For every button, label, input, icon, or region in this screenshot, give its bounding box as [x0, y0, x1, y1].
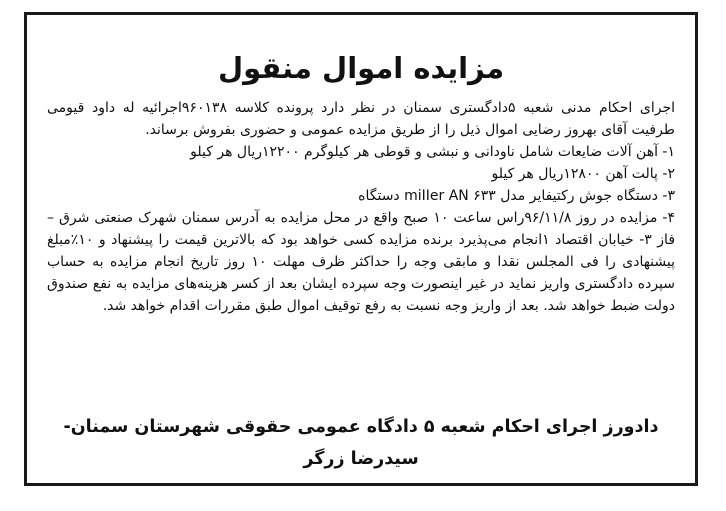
- item-4: ۴- مزایده در روز ۹۶/۱۱/۸راس ساعت ۱۰ صبح واقع در محل مزایده به آدرس سمنان شهرک صنعتی شرق – فاز ۳- خیابان اقتصاد ۱انجام می‌پذیرد برنده مزایده کسی خواهد بود که بالاترین قیمت را پیشنهاد و ۱۰٪مبلغ پیشنهادی را فی المجلس نقدا و مابقی وجه را حداکثر ظرف مهلت ۱۰ روز تاریخ انجام مزایده به حساب سپرده دادگستری واریز نماید در غیر اینصورت وجه سپرده ایشان بعد از کسر هزینه‌های مزایده به نفع صندوق دولت ضبط خواهد شد. بعد از واریز وجه نسبت به رفع توقیف اموال طبق مقررات اقدام خواهد شد.: [47, 210, 676, 314]
- item-1: ۱- آهن آلات ضایعات شامل ناودانی و نبشی و قوطی هر کیلوگرم ۱۲۲۰۰ریال هر کیلو: [190, 144, 675, 160]
- notice-body: [47, 97, 675, 317]
- intro-paragraph: اجرای احکام مدنی شعبه ۵دادگستری سمنان در نظر دارد پرونده کلاسه ۹۶۰۱۳۸اجرائیه له داود قیومی طرفیت آقای بهروز رضایی اموال ذیل را از طریق مزایده عمومی و حضوری بفروش برساند.: [47, 100, 675, 138]
- signature-name: سیدرضا زرگر: [303, 449, 419, 469]
- notice-title: مزایده اموال منقول: [217, 51, 505, 85]
- signature-title: دادورز اجرای احکام شعبه ۵ دادگاه عمومی حقوقی شهرستان سمنان-: [63, 417, 659, 437]
- signature-block: [39, 411, 683, 475]
- item-3: ۳- دستگاه جوش رکتیفایر مدل miIIer AN ۶۳۳ دستگاه: [358, 188, 675, 204]
- item-2: ۲- پالت آهن ۱۲۸۰۰ریال هر کیلو: [491, 166, 675, 182]
- notice-frame: [24, 12, 698, 486]
